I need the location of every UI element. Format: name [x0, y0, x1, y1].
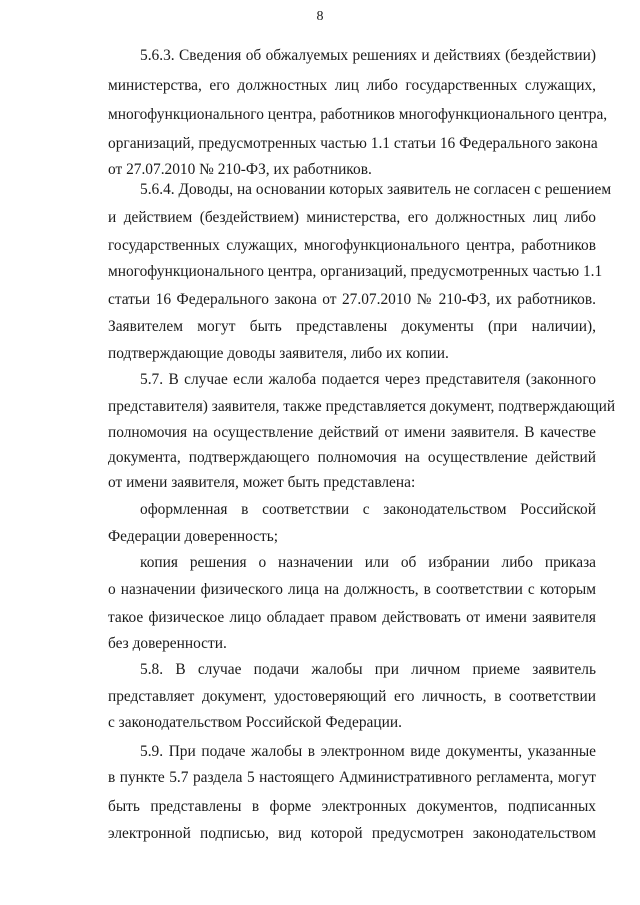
text-line: от имени заявителя, может быть представлена:	[108, 474, 416, 491]
text-line: подтверждающие доводы заявителя, либо их копии.	[108, 345, 449, 362]
text-line: 5.6.4. Доводы, на основании которых заявитель не согласен с решением	[140, 181, 612, 198]
text-line: электронной подписью, вид которой предусмотрен законодательством	[108, 825, 596, 842]
text-line: Заявителем могут быть представлены документы (при наличии),	[108, 318, 596, 335]
text-line: 5.8. В случае подачи жалобы при личном приеме заявитель	[140, 661, 596, 678]
text-line: такое физическое лицо обладает правом действовать от имени заявителя	[108, 609, 596, 626]
page-number: 8	[316, 9, 324, 24]
text-line: и действием (бездействием) министерства, его должностных лиц либо	[108, 209, 596, 226]
text-line: 5.7. В случае если жалоба подается через представителя (законного	[140, 371, 596, 388]
text-line: быть представлены в форме электронных документов, подписанных	[108, 798, 596, 815]
text-line: полномочия на осуществление действий от имени заявителя. В качестве	[108, 424, 596, 441]
text-line: копия решения о назначении или об избрании либо приказа	[140, 554, 596, 571]
text-line: 5.9. При подаче жалобы в электронном виде документы, указанные	[140, 743, 596, 760]
text-line: представителя) заявителя, также представляется документ, подтверждающий	[108, 398, 616, 415]
text-line: многофункционального центра, работников многофункционального центра,	[108, 106, 608, 123]
text-line: без доверенности.	[108, 635, 227, 652]
text-line: оформленная в соответствии с законодательством Российской	[140, 501, 596, 518]
text-line: организаций, предусмотренных частью 1.1 статьи 16 Федерального закона	[108, 135, 598, 152]
text-line: представляет документ, удостоверяющий его личность, в соответствии	[108, 688, 596, 705]
text-line: от 27.07.2010 № 210-ФЗ, их работников.	[108, 161, 372, 178]
text-line: министерства, его должностных лиц либо государственных служащих,	[108, 77, 596, 94]
text-line: документа, подтверждающего полномочия на осуществление действий	[108, 449, 596, 466]
text-line: с законодательством Российской Федерации.	[108, 714, 402, 731]
text-line: Федерации доверенность;	[108, 528, 278, 545]
text-line: в пункте 5.7 раздела 5 настоящего Административного регламента, могут	[108, 769, 596, 786]
text-line: многофункционального центра, организаций, предусмотренных частью 1.1	[108, 263, 603, 280]
text-line: 5.6.3. Сведения об обжалуемых решениях и действиях (бездействии)	[140, 47, 596, 64]
text-line: государственных служащих, многофункционального центра, работников	[108, 237, 596, 254]
text-line: статьи 16 Федерального закона от 27.07.2010 № 210-ФЗ, их работников.	[108, 291, 596, 308]
text-line: о назначении физического лица на должность, в соответствии с которым	[108, 581, 596, 598]
